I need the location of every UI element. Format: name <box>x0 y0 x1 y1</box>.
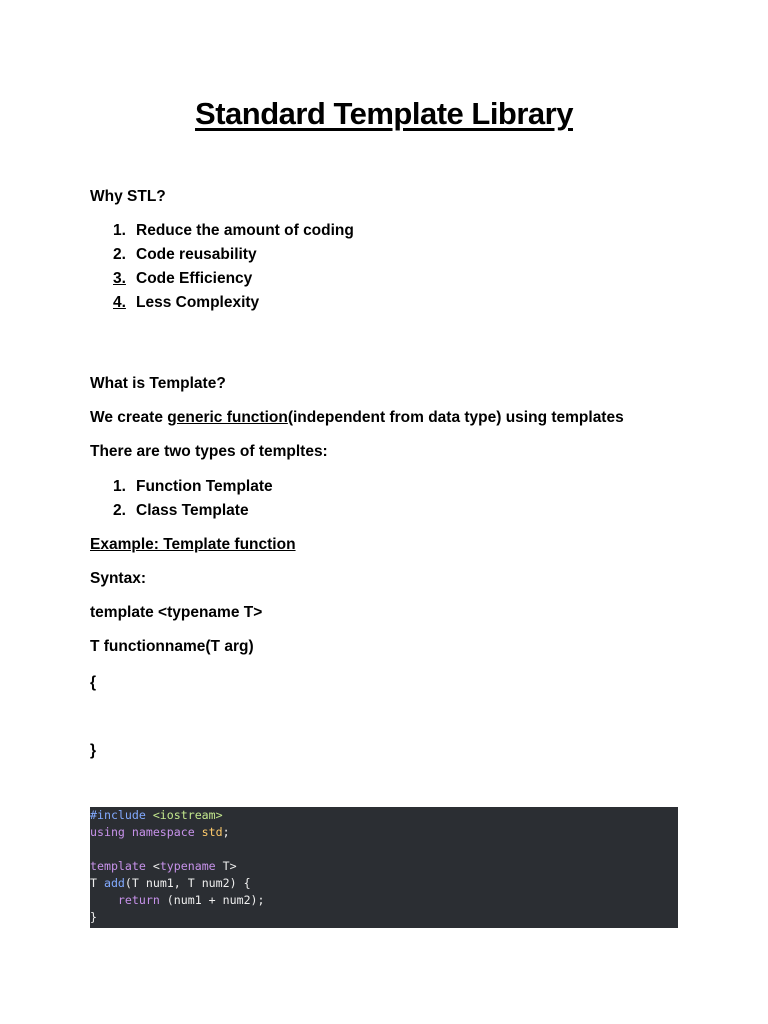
list-number: 1. <box>113 222 126 239</box>
title-text: Standard Template Library <box>195 96 573 131</box>
list-number: 4. <box>113 294 126 311</box>
desc-underlined: generic function <box>167 409 288 426</box>
code-token: T> <box>215 859 237 873</box>
template-description <box>90 408 624 428</box>
code-line <box>90 892 678 909</box>
list-text: Function Template <box>136 478 273 495</box>
list-item <box>113 245 257 265</box>
list-text: Code Efficiency <box>136 270 253 287</box>
code-token: } <box>90 910 97 924</box>
page-title <box>0 96 768 132</box>
code-line <box>90 909 678 926</box>
list-item <box>113 269 252 289</box>
code-token: (T num1, T num2) { <box>124 876 251 890</box>
code-token: typename <box>159 859 216 873</box>
list-number: 3. <box>113 270 126 287</box>
types-heading: There are two types of templtes: <box>90 443 328 460</box>
template-heading: What is Template? <box>90 375 226 392</box>
code-token: using namespace <box>90 825 195 839</box>
list-number: 2. <box>113 246 126 263</box>
why-stl-heading: Why STL? <box>90 188 166 205</box>
code-line <box>90 875 678 892</box>
list-number: 2. <box>113 502 126 519</box>
list-text: Reduce the amount of coding <box>136 222 354 239</box>
code-token: < <box>145 859 160 873</box>
desc-suffix: (independent from data type) using templates <box>287 409 624 426</box>
code-token: (num1 + num2); <box>159 893 265 907</box>
list-text: Less Complexity <box>136 294 260 311</box>
code-token: return <box>117 893 160 907</box>
code-block <box>90 807 678 928</box>
code-line <box>90 858 678 875</box>
code-token <box>90 893 118 907</box>
code-line-blank <box>90 841 678 858</box>
list-number: 1. <box>113 478 126 495</box>
code-token: ; <box>222 825 230 839</box>
code-token: T <box>90 876 104 890</box>
list-text: Class Template <box>136 502 249 519</box>
open-brace: { <box>90 674 97 691</box>
close-brace: } <box>90 742 97 759</box>
code-token: add <box>103 876 125 890</box>
code-line <box>90 807 678 824</box>
list-item <box>113 501 249 521</box>
syntax-line-2: T functionname(T arg) <box>90 638 254 655</box>
code-token: template <box>90 859 146 873</box>
syntax-line-1: template <typename T> <box>90 604 263 621</box>
code-token: std <box>194 825 223 839</box>
syntax-label: Syntax: <box>90 570 146 587</box>
list-item <box>113 477 273 497</box>
code-token: <iostream> <box>145 808 223 822</box>
desc-prefix: We create <box>90 409 168 426</box>
example-heading: Example: Template function <box>90 536 296 553</box>
code-line <box>90 824 678 841</box>
list-text: Code reusability <box>136 246 257 263</box>
code-token: #include <box>90 808 146 822</box>
list-item <box>113 221 354 241</box>
list-item <box>113 293 259 313</box>
